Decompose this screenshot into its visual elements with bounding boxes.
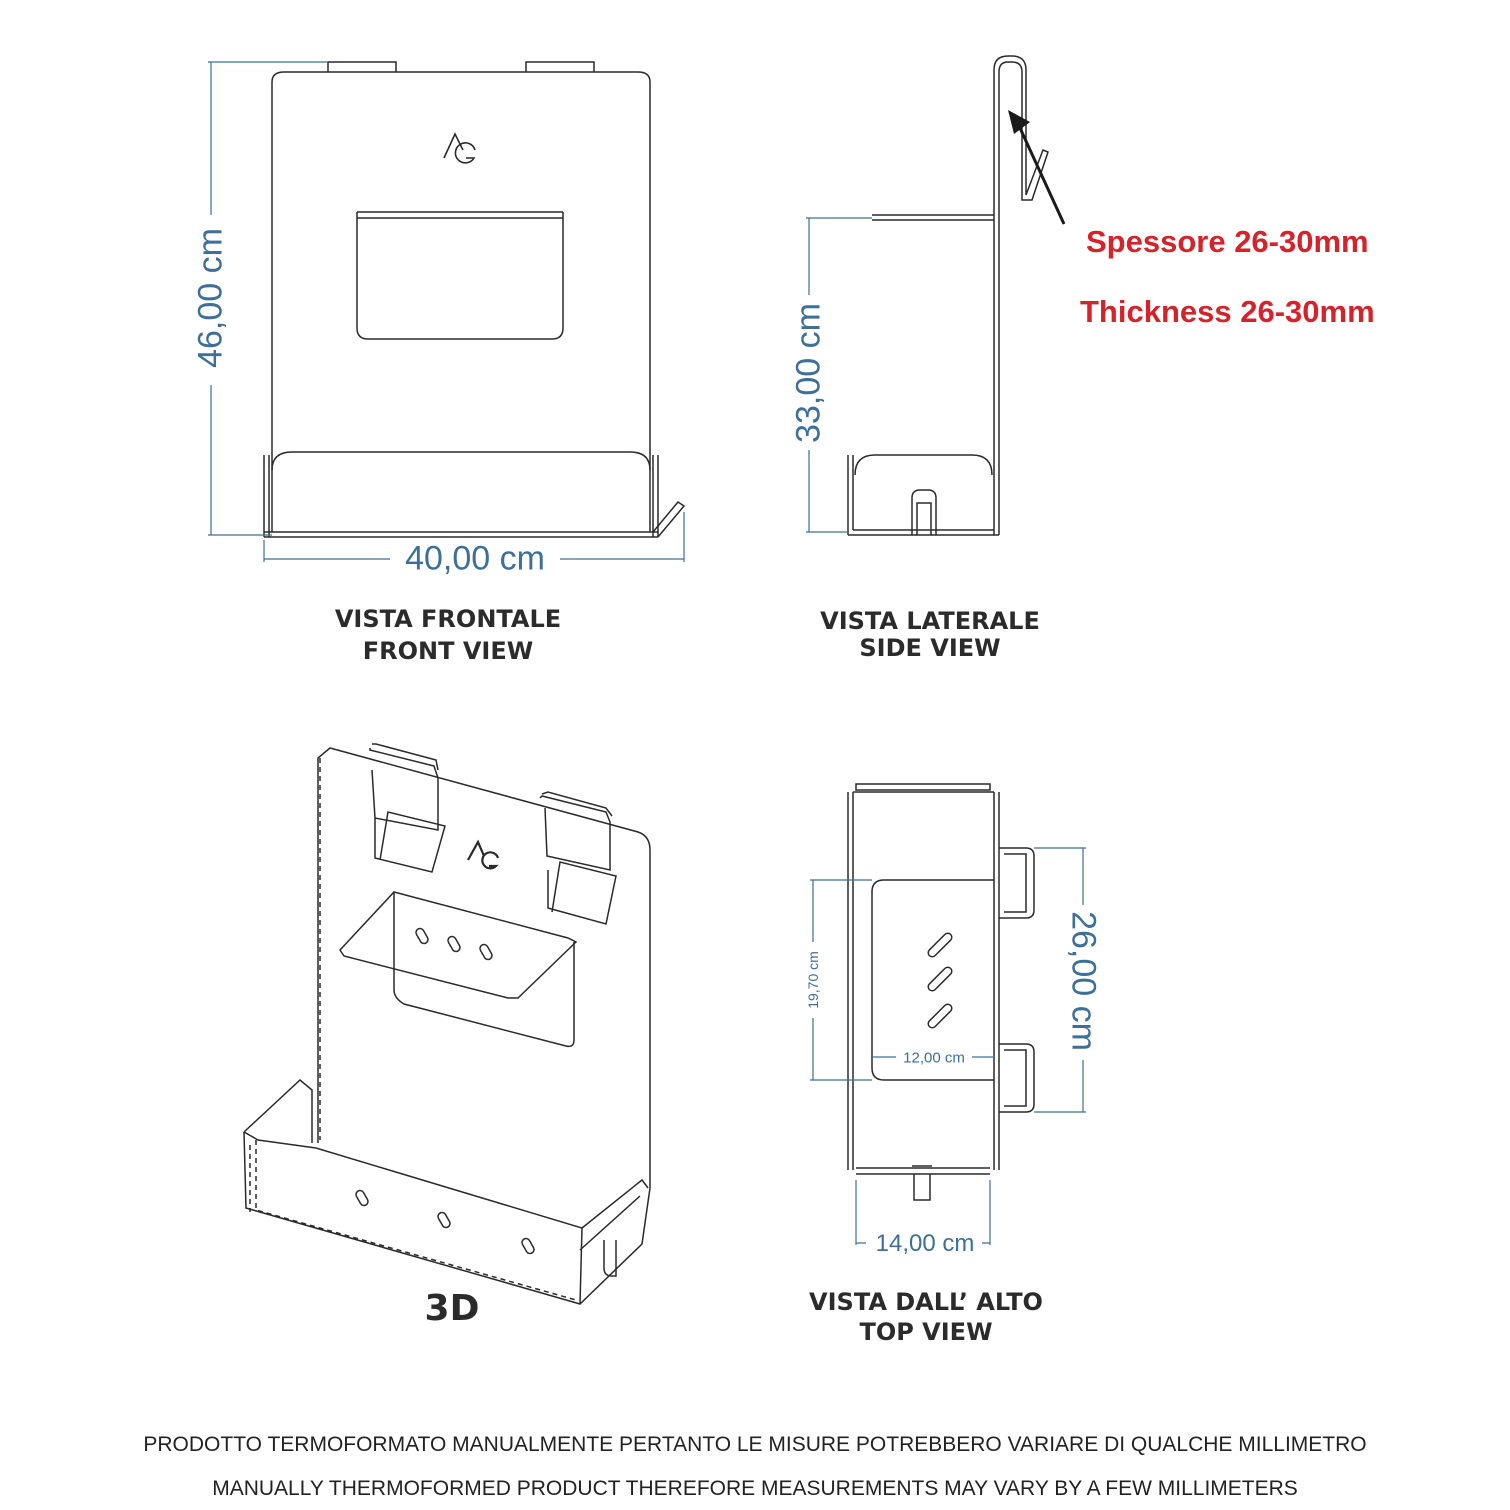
isometric-3d-drawing — [244, 744, 650, 1304]
iso-tray — [244, 1080, 650, 1304]
front-width-dimension: 40,00 cm — [405, 539, 545, 578]
front-tray-lip — [272, 452, 650, 470]
iso-tray-hidden — [250, 1140, 576, 1300]
top-right-wall — [994, 792, 999, 1170]
front-height-dimension: 46,00 cm — [191, 228, 230, 368]
side-tray-front — [848, 455, 853, 535]
front-view-title-en: FRONT VIEW — [362, 637, 534, 665]
top-inner-width-dimension: 12,00 cm — [903, 1049, 965, 1067]
top-width-dimension: 14,00 cm — [875, 1230, 975, 1257]
top-back-edge — [856, 784, 990, 790]
side-view-title-en: SIDE VIEW — [859, 634, 1001, 662]
top-hook-upper — [999, 848, 1034, 918]
top-view-title-it: VISTA DALL’ ALTO — [809, 1288, 1043, 1316]
front-hook-left — [328, 62, 396, 72]
side-tray-lip — [855, 455, 992, 475]
iso-hook-left-top — [372, 744, 438, 770]
top-left-wall — [848, 792, 853, 1170]
top-view-drawing — [848, 784, 1034, 1200]
side-view-title-it: VISTA LATERALE — [820, 607, 1040, 635]
disclaimer-it: PRODOTTO TERMOFORMATO MANUALMENTE PERTANTO LE MISURE POTREBBERO VARIARE DI QUALCHE MILLIMETRO — [143, 1433, 1367, 1456]
iso-hook-left — [370, 748, 445, 872]
disclaimer-en: MANUALLY THERMOFORMED PRODUCT THEREFORE MEASUREMENTS MAY VARY BY A FEW MILLIMETERS — [212, 1477, 1298, 1500]
front-back-panel — [272, 72, 650, 532]
iso-shelf-top — [340, 892, 576, 998]
view-3d-title: 3D — [424, 1288, 480, 1329]
top-hook-lower — [999, 1044, 1034, 1112]
front-small-shelf — [357, 212, 563, 339]
top-view-title-en: TOP VIEW — [859, 1318, 993, 1346]
side-tray-base — [848, 530, 999, 535]
side-shelf — [872, 215, 994, 220]
iso-back-panel — [318, 748, 650, 1188]
front-view-title-it: VISTA FRONTALE — [334, 605, 562, 633]
front-dimension-lines — [208, 62, 684, 562]
thickness-note-it: Spessore 26-30mm — [1086, 224, 1369, 259]
top-dimension-lines — [810, 848, 1086, 1245]
top-depth-dimension: 26,00 cm — [1064, 911, 1103, 1051]
thickness-note-en: Thickness 26-30mm — [1080, 294, 1375, 329]
top-tray-edges — [853, 792, 994, 1174]
top-peg — [912, 1166, 932, 1200]
front-hook-right — [526, 62, 594, 72]
front-tray-base — [264, 532, 658, 537]
iso-tray-side — [580, 1180, 648, 1250]
ag-monogram-icon-3d — [468, 842, 484, 860]
iso-shelf-slots — [415, 927, 494, 961]
side-height-dimension: 33,00 cm — [789, 303, 828, 443]
top-shelf-slots — [927, 932, 954, 1030]
top-inner-height-dimension: 19,70 cm — [805, 951, 821, 1009]
side-peg — [912, 490, 936, 535]
ag-monogram-icon — [444, 134, 475, 163]
front-tray-sides — [264, 455, 658, 537]
front-view-drawing — [264, 62, 684, 537]
